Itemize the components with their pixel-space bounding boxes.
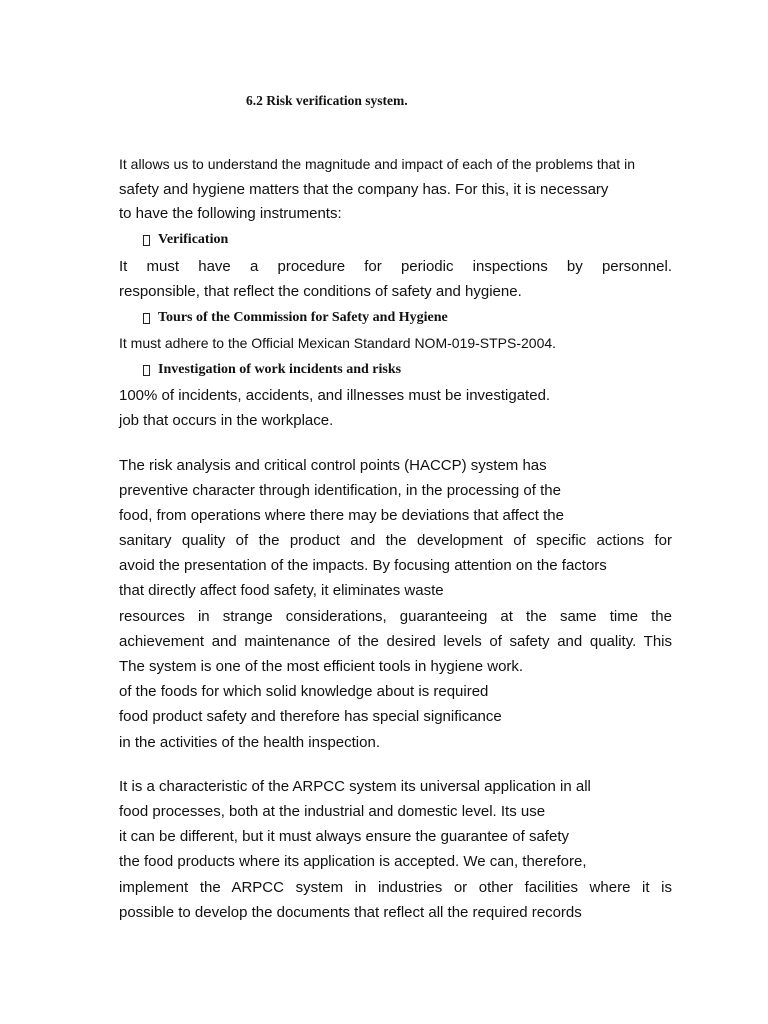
bullet-1-text-line-2: responsible, that reflect the conditions of safety and hygiene. (119, 283, 522, 300)
haccp-line-3: food, from operations where there may be deviations that affect the (119, 507, 564, 524)
bullet-title: Investigation of work incidents and risks (158, 362, 402, 377)
checkbox-bullet-icon (143, 235, 150, 246)
haccp-line-1: The risk analysis and critical control points (HACCP) system has (119, 457, 547, 474)
haccp-line-6: that directly affect food safety, it eliminates waste (119, 582, 444, 599)
checkbox-bullet-icon (143, 365, 150, 376)
bullet-2-text-line-1: It must adhere to the Official Mexican Standard NOM-019-STPS-2004. (119, 335, 557, 351)
bullet-tours (143, 309, 448, 327)
intro-line-2: safety and hygiene matters that the company has. For this, it is necessary (119, 181, 609, 198)
haccp-line-9: The system is one of the most efficient tools in hygiene work. (119, 658, 524, 675)
arpcc-line-4: the food products where its application is accepted. We can, therefore, (119, 853, 587, 870)
checkbox-bullet-icon (143, 313, 150, 324)
bullet-title: Tours of the Commission for Safety and Hygiene (158, 310, 448, 325)
bullet-investigation (143, 361, 401, 379)
haccp-line-2: preventive character through identification, in the processing of the (119, 482, 561, 499)
haccp-line-10: of the foods for which solid knowledge about is required (119, 683, 489, 700)
arpcc-line-2: food processes, both at the industrial and domestic level. Its use (119, 803, 546, 820)
bullet-title: Verification (158, 232, 229, 247)
haccp-line-11: food product safety and therefore has special significance (119, 708, 502, 725)
bullet-3-text-line-1: 100% of incidents, accidents, and illnesses must be investigated. (119, 387, 551, 404)
bullet-3-text-line-2: job that occurs in the workplace. (119, 412, 334, 429)
arpcc-line-5: implement the ARPCC system in industries or other facilities where it is (119, 879, 672, 896)
haccp-line-8: achievement and maintenance of the desired levels of safety and quality. This (119, 633, 672, 650)
haccp-line-4: sanitary quality of the product and the development of specific actions for (119, 532, 672, 549)
bullet-verification (143, 231, 228, 249)
arpcc-line-1: It is a characteristic of the ARPCC system its universal application in all (119, 778, 591, 795)
haccp-line-12: in the activities of the health inspection. (119, 734, 380, 751)
intro-line-1: It allows us to understand the magnitude and impact of each of the problems that in (119, 156, 635, 172)
arpcc-line-3: it can be different, but it must always ensure the guarantee of safety (119, 828, 569, 845)
section-heading: 6.2 Risk verification system. (246, 93, 408, 108)
haccp-line-7: resources in strange considerations, guaranteeing at the same time the (119, 608, 672, 625)
bullet-1-text-line-1: It must have a procedure for periodic inspections by personnel. (119, 258, 672, 275)
arpcc-line-6: possible to develop the documents that reflect all the required records (119, 904, 582, 921)
intro-line-3: to have the following instruments: (119, 205, 342, 222)
haccp-line-5: avoid the presentation of the impacts. By focusing attention on the factors (119, 557, 607, 574)
